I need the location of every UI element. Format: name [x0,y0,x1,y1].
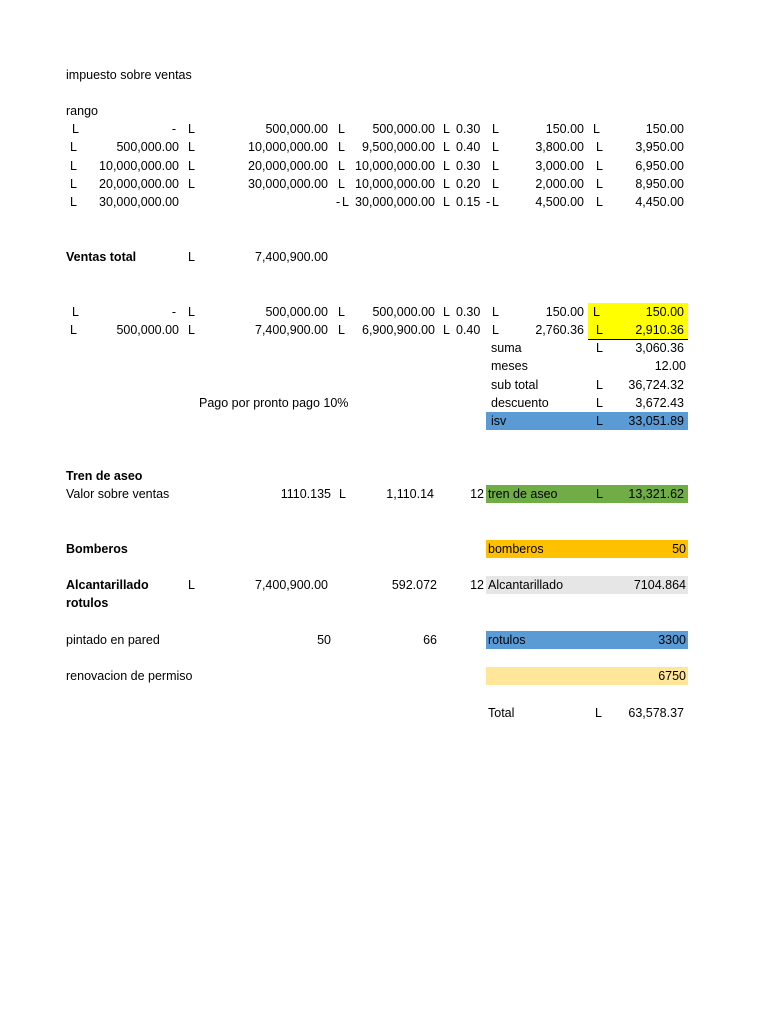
bomberos-result: 50 [672,542,686,556]
currency-symbol: L [492,305,499,319]
descuento-value: 3,672.43 [635,396,684,410]
monto-cell: 9,500,000.00 [362,140,435,154]
rotulos-qty: 50 [317,633,331,647]
currency-symbol: L [338,177,345,191]
total-label: Total [488,706,515,720]
alcantarillado-base: 7,400,900.00 [255,578,328,592]
descuento-label: descuento [491,396,549,410]
tren-result: 13,321.62 [628,487,684,501]
monto-cell: 10,000,000.00 [355,177,435,191]
currency-symbol: L [339,487,346,501]
currency-symbol: L [492,122,499,136]
sub-total-value: 36,724.32 [628,378,684,392]
currency-symbol: L [596,177,603,191]
desde-cell: 30,000,000.00 [99,195,179,209]
hasta-cell: 30,000,000.00 [248,177,328,191]
hasta-cell: 500,000.00 [265,305,328,319]
alcantarillado-result-label: Alcantarillado [488,578,564,592]
currency-symbol: L [596,414,603,428]
impuesto-cell: 3,000.00 [535,159,584,173]
currency-symbol: L [596,487,603,501]
currency-symbol: L [492,195,499,209]
ventas-total-value: 7,400,900.00 [255,250,328,264]
currency-symbol: L [596,323,603,337]
tren-row-label: Valor sobre ventas [66,487,170,501]
currency-symbol: L [188,323,195,337]
currency-symbol: L [188,122,195,136]
currency-symbol: L [188,177,195,191]
acum-cell: 150.00 [645,305,684,319]
isv-value: 33,051.89 [628,414,684,428]
tren-value: 1,110.14 [386,487,434,501]
tren-raw: 1110.135 [280,487,331,501]
currency-symbol: L [492,159,499,173]
currency-symbol: L [443,122,450,136]
alcantarillado-title: Alcantarillado [66,578,149,592]
hasta-cell: - [336,195,341,209]
rotulos-price: 66 [423,633,437,647]
currency-symbol: L [492,323,499,337]
currency-symbol: L [338,159,345,173]
currency-symbol: L [188,159,195,173]
alcantarillado-result: 7104.864 [633,578,686,592]
impuesto-cell: 4,500.00 [535,195,584,209]
ventas-total-label: Ventas total [66,250,137,264]
rotulos-result-label: rotulos [488,633,526,647]
currency-symbol: L [596,378,603,392]
currency-symbol: L [443,195,450,209]
currency-symbol: L [593,122,600,136]
rango-label: rango [66,104,98,118]
monto-cell: 500,000.00 [372,305,435,319]
currency-symbol: L [596,396,603,410]
currency-symbol: L [338,305,345,319]
impuesto-cell: 3,800.00 [535,140,584,154]
currency-symbol: L [593,305,600,319]
currency-symbol: L [443,159,450,173]
impuesto-cell: 2,760.36 [535,323,584,337]
desde-cell: 10,000,000.00 [99,159,179,173]
sub-total-label: sub total [491,378,539,392]
currency-symbol: L [595,706,602,720]
tasa-cell: 0.30 [456,159,481,173]
sheet-title: impuesto sobre ventas [66,68,192,82]
currency-symbol: L [443,140,450,154]
currency-symbol: L [70,323,77,337]
currency-symbol: L [70,177,77,191]
renovacion-result: 6750 [658,669,686,683]
currency-symbol: L [596,159,603,173]
tren-title: Tren de aseo [66,469,143,483]
acum-cell: 2,910.36 [635,323,684,337]
hasta-cell: 500,000.00 [265,122,328,136]
currency-symbol: L [443,305,450,319]
currency-symbol: L [342,195,349,209]
currency-symbol: L [338,323,345,337]
tren-result-label: tren de aseo [488,487,558,501]
alcantarillado-value: 592.072 [391,578,437,592]
alcantarillado-meses: 12 [470,578,484,592]
rotulos-result: 3300 [658,633,686,647]
pronto-pago-note: Pago por pronto pago 10% [199,396,349,410]
monto-cell: 10,000,000.00 [355,159,435,173]
desde-cell: - [171,122,176,136]
impuesto-cell: 150.00 [545,122,584,136]
currency-symbol: L [338,140,345,154]
suma-value: 3,060.36 [635,341,684,355]
desde-cell: 20,000,000.00 [99,177,179,191]
isv-label: isv [491,414,507,428]
total-value: 63,578.37 [628,706,684,720]
currency-symbol: L [188,578,195,592]
currency-symbol: L [70,195,77,209]
currency-symbol: L [492,140,499,154]
currency-symbol: L [72,305,79,319]
bomberos-title: Bomberos [66,542,128,556]
hasta-cell: 20,000,000.00 [248,159,328,173]
acum-cell: 3,950.00 [635,140,684,154]
bomberos-result-label: bomberos [488,542,544,556]
acum-cell: 4,450.00 [635,195,684,209]
currency-symbol: L [70,140,77,154]
suma-label: suma [491,341,522,355]
currency-symbol: L [596,195,603,209]
tasa-cell: 0.40 [456,323,481,337]
monto-cell: 6,900,900.00 [362,323,435,337]
tren-meses: 12 [470,487,484,501]
tasa-cell: 0.30 [456,305,481,319]
currency-symbol: L [338,122,345,136]
desde-cell: 500,000.00 [116,140,179,154]
currency-symbol: L [70,159,77,173]
impuesto-cell: 150.00 [545,305,584,319]
impuesto-cell: 2,000.00 [535,177,584,191]
tasa-cell: 0.30 [456,122,481,136]
acum-cell: 8,950.00 [635,177,684,191]
currency-symbol: L [188,250,195,264]
imp-pre-cell: - [486,195,491,209]
desde-cell: 500,000.00 [116,323,179,337]
desde-cell: - [171,305,176,319]
rotulos-title: rotulos [66,596,109,610]
hasta-cell: 7,400,900.00 [255,323,328,337]
currency-symbol: L [596,140,603,154]
tasa-cell: 0.15 [456,195,481,209]
acum-cell: 6,950.00 [635,159,684,173]
rotulos-row-label: pintado en pared [66,633,160,647]
monto-cell: 30,000,000.00 [355,195,435,209]
currency-symbol: L [443,177,450,191]
tasa-cell: 0.40 [456,140,481,154]
monto-cell: 500,000.00 [372,122,435,136]
currency-symbol: L [188,140,195,154]
tasa-cell: 0.20 [456,177,481,191]
currency-symbol: L [492,177,499,191]
currency-symbol: L [596,341,603,355]
currency-symbol: L [443,323,450,337]
acum-cell: 150.00 [645,122,684,136]
renovacion-label: renovacion de permiso [66,669,193,683]
meses-label: meses [491,359,528,373]
currency-symbol: L [188,305,195,319]
meses-value: 12.00 [654,359,686,373]
currency-symbol: L [72,122,79,136]
hasta-cell: 10,000,000.00 [248,140,328,154]
